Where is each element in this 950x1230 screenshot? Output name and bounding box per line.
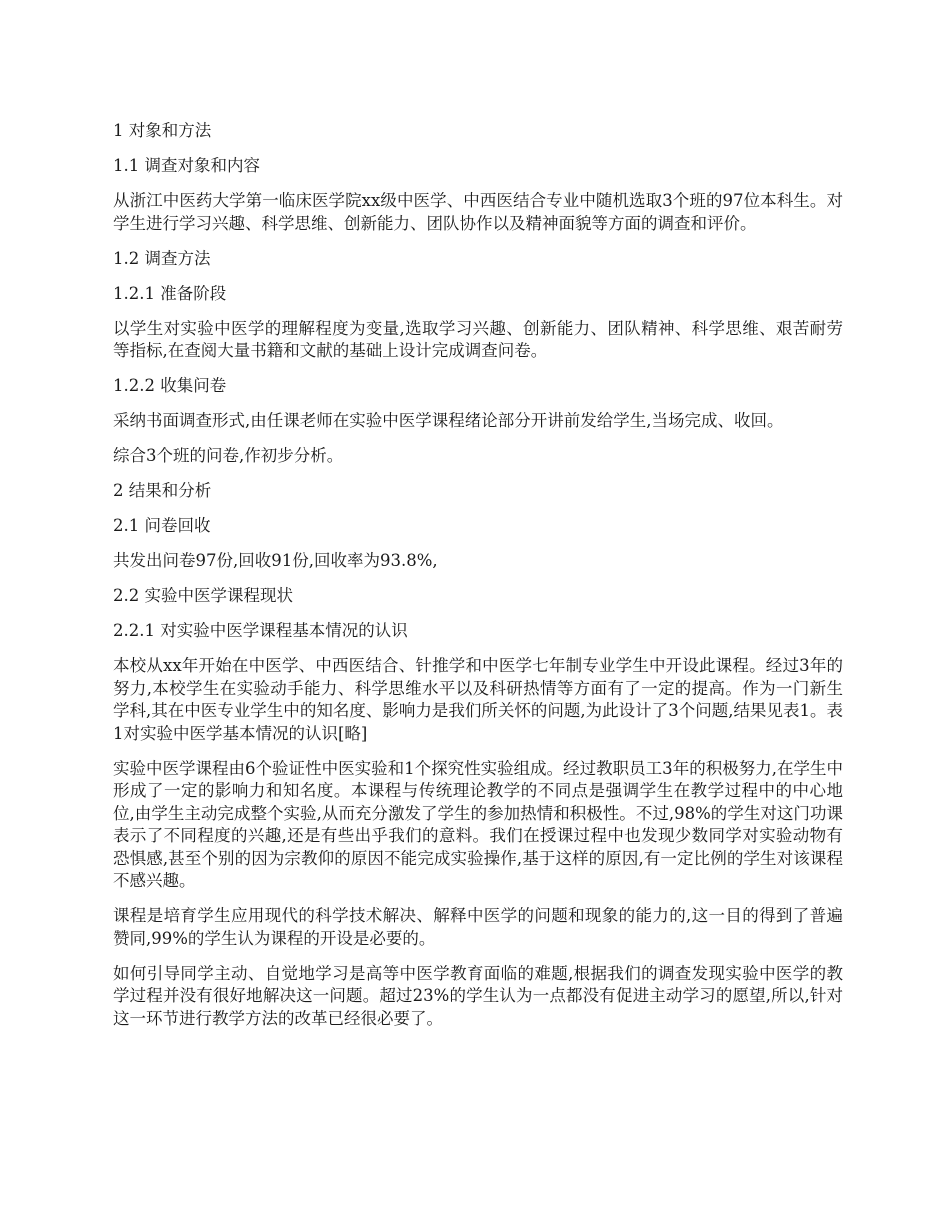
section-heading-1-2: 1.2 调查方法 <box>113 248 211 268</box>
paragraph-course-structure: 实验中医学课程由6个验证性中医实验和1个探究性实验组成。经过教职员工3年的积极努力,在学生中形成了一定的影响力和知名度。本课程与传统理论教学的不同点是强调学生在教学过程中的中心地位,由学生主动完成整个实验,从而充分激发了学生的参加热情和积极性。不过,98%的学生对这门功课表示了不同程度的兴趣,还是有些出乎我们的意料。我们在授课过程中也发现少数同学对实验动物有恐惧感,甚至个别的因为宗教仰的原因不能完成实验操作,基于这样的原因,有一定比例的学生对该课程不感兴趣。 <box>113 758 843 890</box>
document-body <box>113 120 843 1043</box>
section-heading-1-1: 1.1 调查对象和内容 <box>113 156 260 175</box>
paragraph-collection: 采纳书面调查形式,由任课老师在实验中医学课程绪论部分开讲前发给学生,当场完成、收回。 <box>113 411 784 430</box>
section-heading-1-2-2: 1.2.2 收集问卷 <box>113 376 227 395</box>
section-heading-2-2-1: 2.2.1 对实验中医学课程基本情况的认识 <box>113 621 408 640</box>
section-heading-1: 1 对象和方法 <box>113 121 212 140</box>
section-heading-1-2-1: 1.2.1 准备阶段 <box>113 283 227 303</box>
section-heading-2: 2 结果和分析 <box>113 481 212 500</box>
paragraph-preparation: 以学生对实验中医学的理解程度为变量,选取学习兴趣、创新能力、团队精神、科学思维、艰苦耐劳等指标,在查阅大量书籍和文献的基础上设计完成调查问卷。 <box>113 318 843 360</box>
paragraph-course-background: 本校从xx年开始在中医学、中西医结合、针推学和中医学七年制专业学生中开设此课程。经过3年的努力,本校学生在实验动手能力、科学思维水平以及科研热情等方面有了一定的提高。作为一门新生学科,其在中医专业学生中的知名度、影响力是我们所关怀的问题,为此设计了3个问题,结果见表1。表1对实验中医学基本情况的认识[略] <box>113 656 843 743</box>
section-heading-2-1: 2.1 问卷回收 <box>113 516 211 535</box>
section-heading-2-2: 2.2 实验中医学课程现状 <box>113 586 293 605</box>
paragraph-survey-subjects: 从浙江中医药大学第一临床医学院xx级中医学、中西医结合专业中随机选取3个班的97位本科生。对学生进行学习兴趣、科学思维、创新能力、团队协作以及精神面貌等方面的调查和评价。 <box>113 191 843 233</box>
paragraph-response-rate: 共发出问卷97份,回收91份,回收率为93.8%, <box>113 551 438 570</box>
paragraph-course-purpose: 课程是培育学生应用现代的科学技术解决、解释中医学的问题和现象的能力的,这一目的得到了普遍赞同,99%的学生认为课程的开设是必要的。 <box>113 906 843 948</box>
paragraph-analysis-note: 综合3个班的问卷,作初步分析。 <box>113 446 344 465</box>
paragraph-teaching-reform: 如何引导同学主动、自觉地学习是高等中医学教育面临的难题,根据我们的调查发现实验中医学的教学过程并没有很好地解决这一问题。超过23%的学生认为一点都没有促进主动学习的愿望,所以,针对这一环节进行教学方法的改革已经很必要了。 <box>113 963 843 1028</box>
